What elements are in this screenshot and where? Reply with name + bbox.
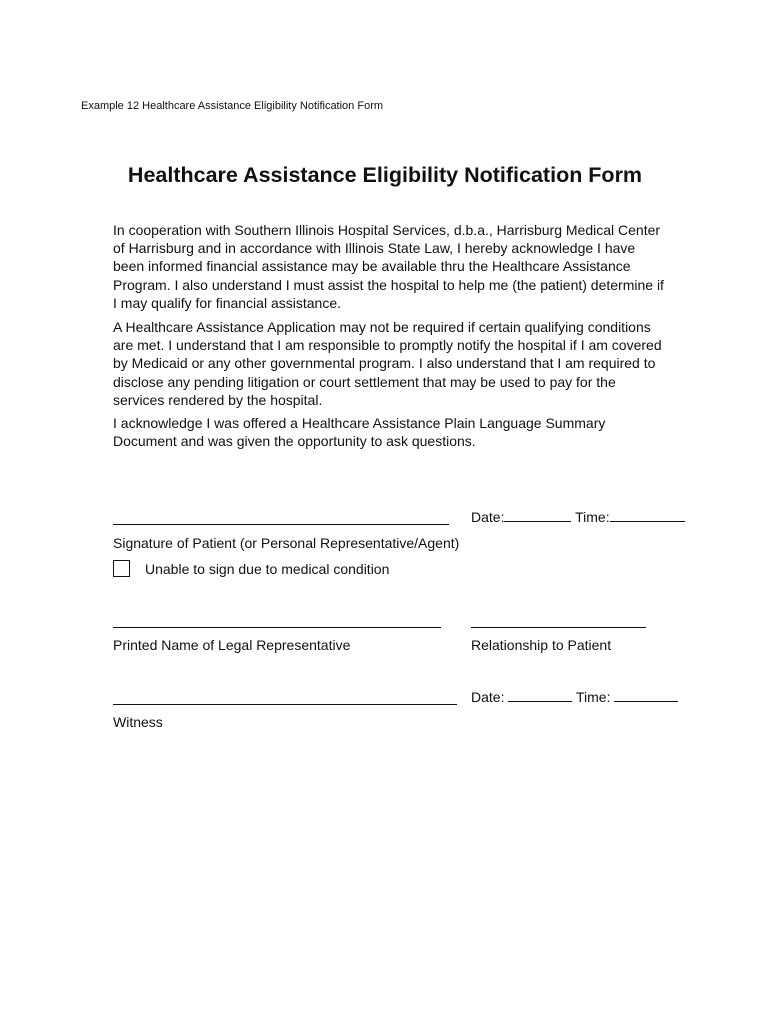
paragraph-acknowledge: I acknowledge I was offered a Healthcare Assistance Plain Language Summary Document and was given the opportunity to ask questions. <box>113 415 606 450</box>
form-title: Healthcare Assistance Eligibility Notification Form <box>127 163 643 187</box>
header-note: Example 12 Healthcare Assistance Eligibility Notification Form <box>81 100 384 112</box>
representative-name-line[interactable] <box>113 627 441 628</box>
witness-time-field[interactable] <box>614 689 678 702</box>
patient-time-field[interactable] <box>610 509 685 522</box>
paragraph-cooperation: In cooperation with Southern Illinois Hospital Services, d.b.a., Harrisburg Medical Center of Harrisburg and in accordance with Illinois State Law, I hereby acknowledge I have been informed financial assistance may be available thru the Healthcare Assistance Program. I also understand I must assist the hospital to help me (the patient) determine if I may qualify for financial assistance. <box>113 222 664 311</box>
patient-date-time <box>471 509 685 525</box>
relationship-line[interactable] <box>471 627 646 628</box>
patient-signature-line[interactable] <box>113 524 449 525</box>
witness-date-time <box>471 689 678 705</box>
patient-date-label: Date: <box>471 509 505 525</box>
unable-to-sign-label: Unable to sign due to medical condition <box>145 561 390 577</box>
patient-signature-label: Signature of Patient (or Personal Representative/Agent) <box>113 535 460 551</box>
paragraph-application: A Healthcare Assistance Application may not be required if certain qualifying conditions are met. I understand that I am responsible to promptly notify the hospital if I am covered by Medicaid or any other governmental program. I also understand that I am required to disclose any pending litigation or court settlement that may be used to pay for the services rendered by the hospital. <box>113 319 662 408</box>
witness-date-field[interactable] <box>508 689 572 702</box>
witness-signature-line[interactable] <box>113 704 457 705</box>
patient-time-label: Time: <box>575 509 610 525</box>
witness-label: Witness <box>113 714 163 730</box>
witness-time-label: Time: <box>576 689 611 705</box>
relationship-label: Relationship to Patient <box>471 637 612 653</box>
unable-to-sign-checkbox[interactable] <box>113 560 130 577</box>
patient-date-field[interactable] <box>504 509 571 522</box>
representative-name-label: Printed Name of Legal Representative <box>113 637 351 653</box>
witness-date-label: Date: <box>471 689 505 705</box>
